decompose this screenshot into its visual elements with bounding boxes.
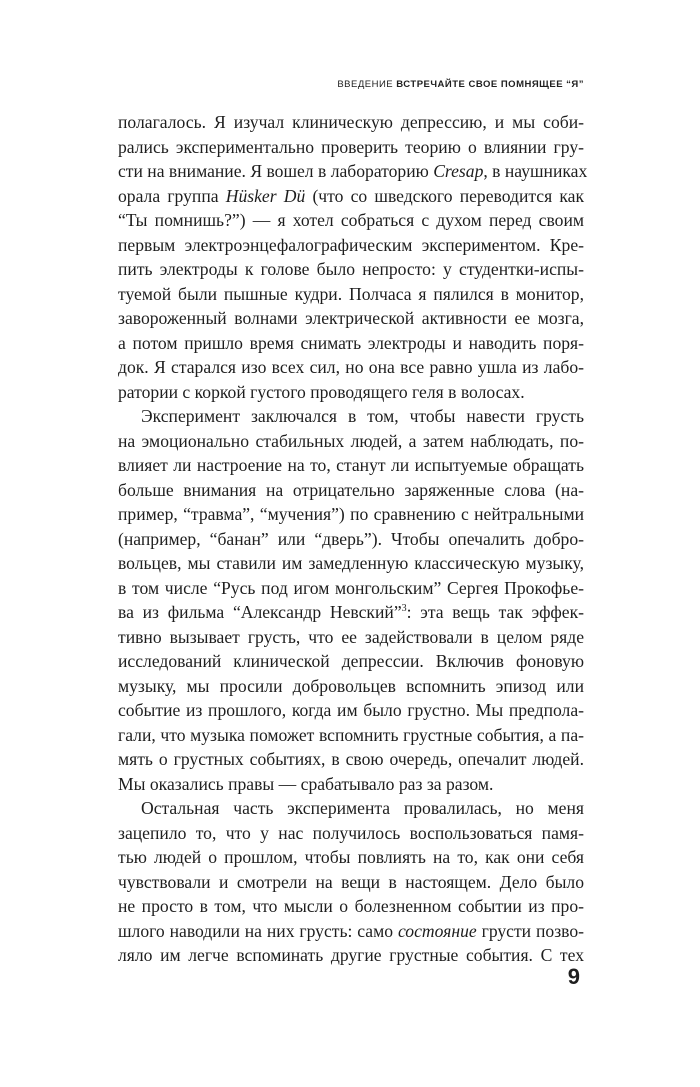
italic-text: Hüsker Dü <box>225 185 306 206</box>
text-segment: исследований клинической депрессии. Включив фоновую <box>118 651 584 671</box>
text-line <box>118 747 584 772</box>
text-line <box>118 429 584 454</box>
text-segment: сти на внимание. Я вошел в лабораторию <box>118 161 434 181</box>
text-segment: музыку, мы просили добровольцев вспомнить эпизод или <box>118 675 584 696</box>
text-line <box>118 233 584 258</box>
text-line <box>118 625 584 650</box>
text-line <box>118 404 584 429</box>
text-segment: на эмоционально стабильных людей, а затем наблюдать, по- <box>118 430 584 451</box>
text-line <box>118 870 584 895</box>
running-head-chapter: ВСТРЕЧАЙТЕ СВОЕ ПОМНЯЩЕЕ “Я” <box>396 79 584 90</box>
text-line <box>118 796 584 821</box>
text-segment: (например, “банан” или “дверь”). Чтобы опечалить добро- <box>118 528 584 549</box>
text-line <box>118 943 584 968</box>
text-segment: ляло им легче вспоминать другие грустные события. С тех <box>118 945 584 965</box>
text-line <box>118 257 584 282</box>
text-line <box>118 282 584 307</box>
text-segment: тью людей о прошлом, чтобы повлиять на то, как они себя <box>118 847 584 867</box>
text-segment: первым электроэнцефалографическим экспериментом. Кре- <box>118 234 584 255</box>
text-segment: , в наушниках <box>483 161 588 181</box>
text-segment: шлого наводили на них грусть: само <box>118 920 398 941</box>
page-number: 9 <box>567 964 580 989</box>
text-segment: событие из прошлого, когда им было грустно. Мы предпола- <box>118 700 584 720</box>
text-segment: больше внимания на отрицательно заряженные слова (на- <box>118 479 584 500</box>
text-line <box>118 919 584 944</box>
text-line <box>118 674 584 699</box>
text-segment: Эксперимент заключался в том, чтобы навести грусть <box>141 406 584 426</box>
text-segment: рались экспериментально проверить теорию о влиянии гру- <box>118 136 584 157</box>
text-segment: ва из фильма “Александр Невский” <box>118 602 402 622</box>
text-line <box>118 135 584 160</box>
text-line <box>118 821 584 846</box>
text-line <box>118 649 584 674</box>
running-head-section: ВВЕДЕНИЕ <box>337 79 394 90</box>
text-segment: не просто в том, что мысли о болезненном событии из про- <box>118 896 584 916</box>
text-segment: док. Я старался изо всех сил, но она все равно ушла из лабо- <box>118 357 584 377</box>
text-segment: грусти позво- <box>476 920 584 941</box>
text-segment: “Ты помнишь?”) — я хотел собраться с духом перед своим <box>118 210 584 230</box>
text-line <box>118 527 584 552</box>
text-segment: тивно вызывает грусть, что ее задействовали в целом ряде <box>118 626 584 647</box>
text-segment: пример, “травма”, “мучения”) по сравнению с нейтральными <box>118 504 584 524</box>
text-line <box>118 600 584 625</box>
text-segment: орала группа <box>118 185 226 206</box>
text-line <box>118 184 584 209</box>
text-line <box>118 772 584 797</box>
text-line <box>118 723 584 748</box>
text-line <box>118 306 584 331</box>
text-segment: : эта вещь так эффек- <box>406 602 584 622</box>
text-segment: вольцев, мы ставили им замедленную классическую музыку, <box>118 553 584 573</box>
text-segment: а потом пришло время снимать электроды и наводить поря- <box>118 332 584 353</box>
text-line <box>118 331 584 356</box>
text-segment: в том числе “Русь под игом монгольским” Сергея Прокофье- <box>118 577 584 598</box>
text-line <box>118 453 584 478</box>
text-line <box>118 894 584 919</box>
text-line <box>118 208 584 233</box>
text-line <box>118 502 584 527</box>
text-segment: чувствовали и смотрели на вещи в настоящем. Дело было <box>118 871 584 892</box>
italic-text: состояние <box>397 920 477 941</box>
text-segment: мять о грустных событиях, в свою очередь, опечалит людей. <box>118 749 584 769</box>
text-line <box>118 576 584 601</box>
text-segment: туемой были пышные кудри. Полчаса я пялился в монитор, <box>118 283 584 304</box>
text-line <box>118 551 584 576</box>
footnote-ref: 3 <box>401 603 407 615</box>
text-segment: Остальная часть эксперимента провалилась, но меня <box>141 798 584 818</box>
text-segment: гали, что музыка поможет вспомнить грустные события, а па- <box>118 724 584 745</box>
text-line <box>118 845 584 870</box>
text-segment: ратории с коркой густого проводящего геля в волосах. <box>118 381 525 402</box>
text-line <box>118 478 584 503</box>
text-line <box>118 355 584 380</box>
running-head <box>337 80 584 90</box>
body-text <box>118 110 588 968</box>
text-segment: влияет ли настроение на то, станут ли испытуемые обращать <box>118 455 584 475</box>
text-line <box>118 110 584 135</box>
text-segment: пить электроды к голове было непросто: у студентки-испы- <box>118 259 584 279</box>
text-line <box>118 698 584 723</box>
text-segment: (что со шведского переводится как <box>305 185 585 206</box>
text-segment: Мы оказались правы — срабатывало раз за разом. <box>118 773 494 794</box>
text-segment: завороженный волнами электрической активности ее мозга, <box>118 308 584 328</box>
italic-text: Cresap <box>433 161 484 181</box>
text-line <box>118 159 588 184</box>
text-segment: зацепило то, что у нас получилось воспользоваться памя- <box>118 822 584 843</box>
text-line <box>118 380 584 405</box>
text-segment: полагалось. Я изучал клиническую депрессию, и мы соби- <box>118 112 584 132</box>
